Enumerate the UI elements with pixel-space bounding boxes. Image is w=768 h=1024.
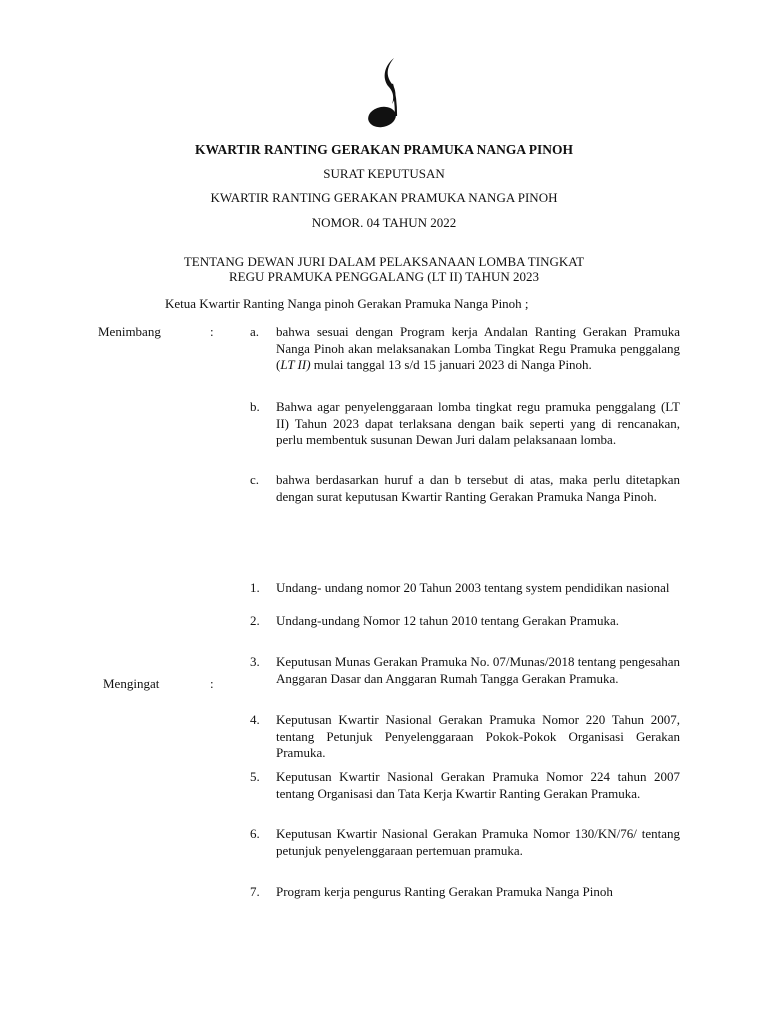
subject-line-1: TENTANG DEWAN JURI DALAM PELAKSANAAN LOMBA TINGKAT (183, 254, 585, 269)
item-marker: 2. (250, 613, 260, 628)
mengingat-item-5 (250, 769, 680, 802)
item-marker: 4. (250, 712, 260, 727)
tunas-kelapa-icon (362, 54, 410, 132)
mengingat-item-1 (250, 580, 680, 597)
mengingat-item-7 (250, 884, 680, 901)
item-text: Keputusan Munas Gerakan Pramuka No. 07/Munas/2018 tentang pengesahan Anggaran Dasar dan Anggaran Rumah Tangga Gerakan Pramuka. (276, 654, 680, 686)
decree-number: NOMOR. 04 TAHUN 2022 (311, 215, 457, 230)
item-text: Bahwa agar penyelenggaraan lomba tingkat regu pramuka penggalang (LT II) Tahun 2023 dapat terlaksana dengan baik seperti yang di rencanakan, perlu membentuk susunan Dewan Juri dalam pelaksanaan lomba. (276, 399, 680, 448)
mengingat-item-3 (250, 654, 680, 687)
menimbang-colon: : (210, 324, 214, 339)
mengingat-colon: : (210, 676, 214, 691)
org-subtitle: KWARTIR RANTING GERAKAN PRAMUKA NANGA PINOH (210, 190, 558, 205)
item-text: Keputusan Kwartir Nasional Gerakan Pramuka Nomor 224 tahun 2007 tentang Organisasi dan Tata Kerja Kwartir Ranting Gerakan Pramuka. (276, 769, 680, 801)
item-marker: 7. (250, 884, 260, 899)
item-text: Keputusan Kwartir Nasional Gerakan Pramuka Nomor 130/KN/76/ tentang petunjuk penyelenggaraan pertemuan pramuka. (276, 826, 680, 858)
item-text: Keputusan Kwartir Nasional Gerakan Pramuka Nomor 220 Tahun 2007, tentang Petunjuk Penyelenggaraan Pokok-Pokok Organisasi Gerakan Pramuka. (276, 712, 680, 761)
menimbang-item-c (250, 472, 680, 505)
item-text: Program kerja pengurus Ranting Gerakan Pramuka Nanga Pinoh (276, 884, 613, 899)
mengingat-item-6 (250, 826, 680, 859)
item-text: bahwa sesuai dengan Program kerja Andalan Ranting Gerakan Pramuka Nanga Pinoh akan melaksanakan Lomba Tingkat Regu Pramuka penggalang (LT II) mulai tanggal 13 s/d 15 januari 2023 di Nanga Pinoh. (276, 324, 680, 373)
issuer-line: Ketua Kwartir Ranting Nanga pinoh Gerakan Pramuka Nanga Pinoh ; (165, 296, 529, 311)
menimbang-label: Menimbang (98, 324, 161, 339)
decree-subject (0, 254, 768, 284)
mengingat-item-2 (250, 613, 680, 630)
item-marker: a. (250, 324, 260, 339)
mengingat-label: Mengingat (103, 676, 160, 691)
item-marker: b. (250, 399, 260, 414)
item-marker: 6. (250, 826, 260, 841)
item-text: Undang- undang nomor 20 Tahun 2003 tentang system pendidikan nasional (276, 580, 670, 595)
item-text: Undang-undang Nomor 12 tahun 2010 tentang Gerakan Pramuka. (276, 613, 619, 628)
item-marker: 1. (250, 580, 260, 595)
menimbang-item-b (250, 399, 680, 449)
mengingat-item-4 (250, 712, 680, 762)
org-title: KWARTIR RANTING GERAKAN PRAMUKA NANGA PINOH (195, 142, 573, 157)
doc-type: SURAT KEPUTUSAN (323, 166, 445, 181)
item-text: bahwa berdasarkan huruf a dan b tersebut di atas, maka perlu ditetapkan dengan surat keputusan Kwartir Ranting Gerakan Pramuka Nanga Pinoh. (276, 472, 680, 504)
item-marker: c. (250, 472, 260, 487)
subject-line-2: REGU PRAMUKA PENGGALANG (LT II) TAHUN 2023 (228, 269, 539, 284)
menimbang-item-a (250, 324, 680, 374)
item-marker: 5. (250, 769, 260, 784)
item-marker: 3. (250, 654, 260, 669)
